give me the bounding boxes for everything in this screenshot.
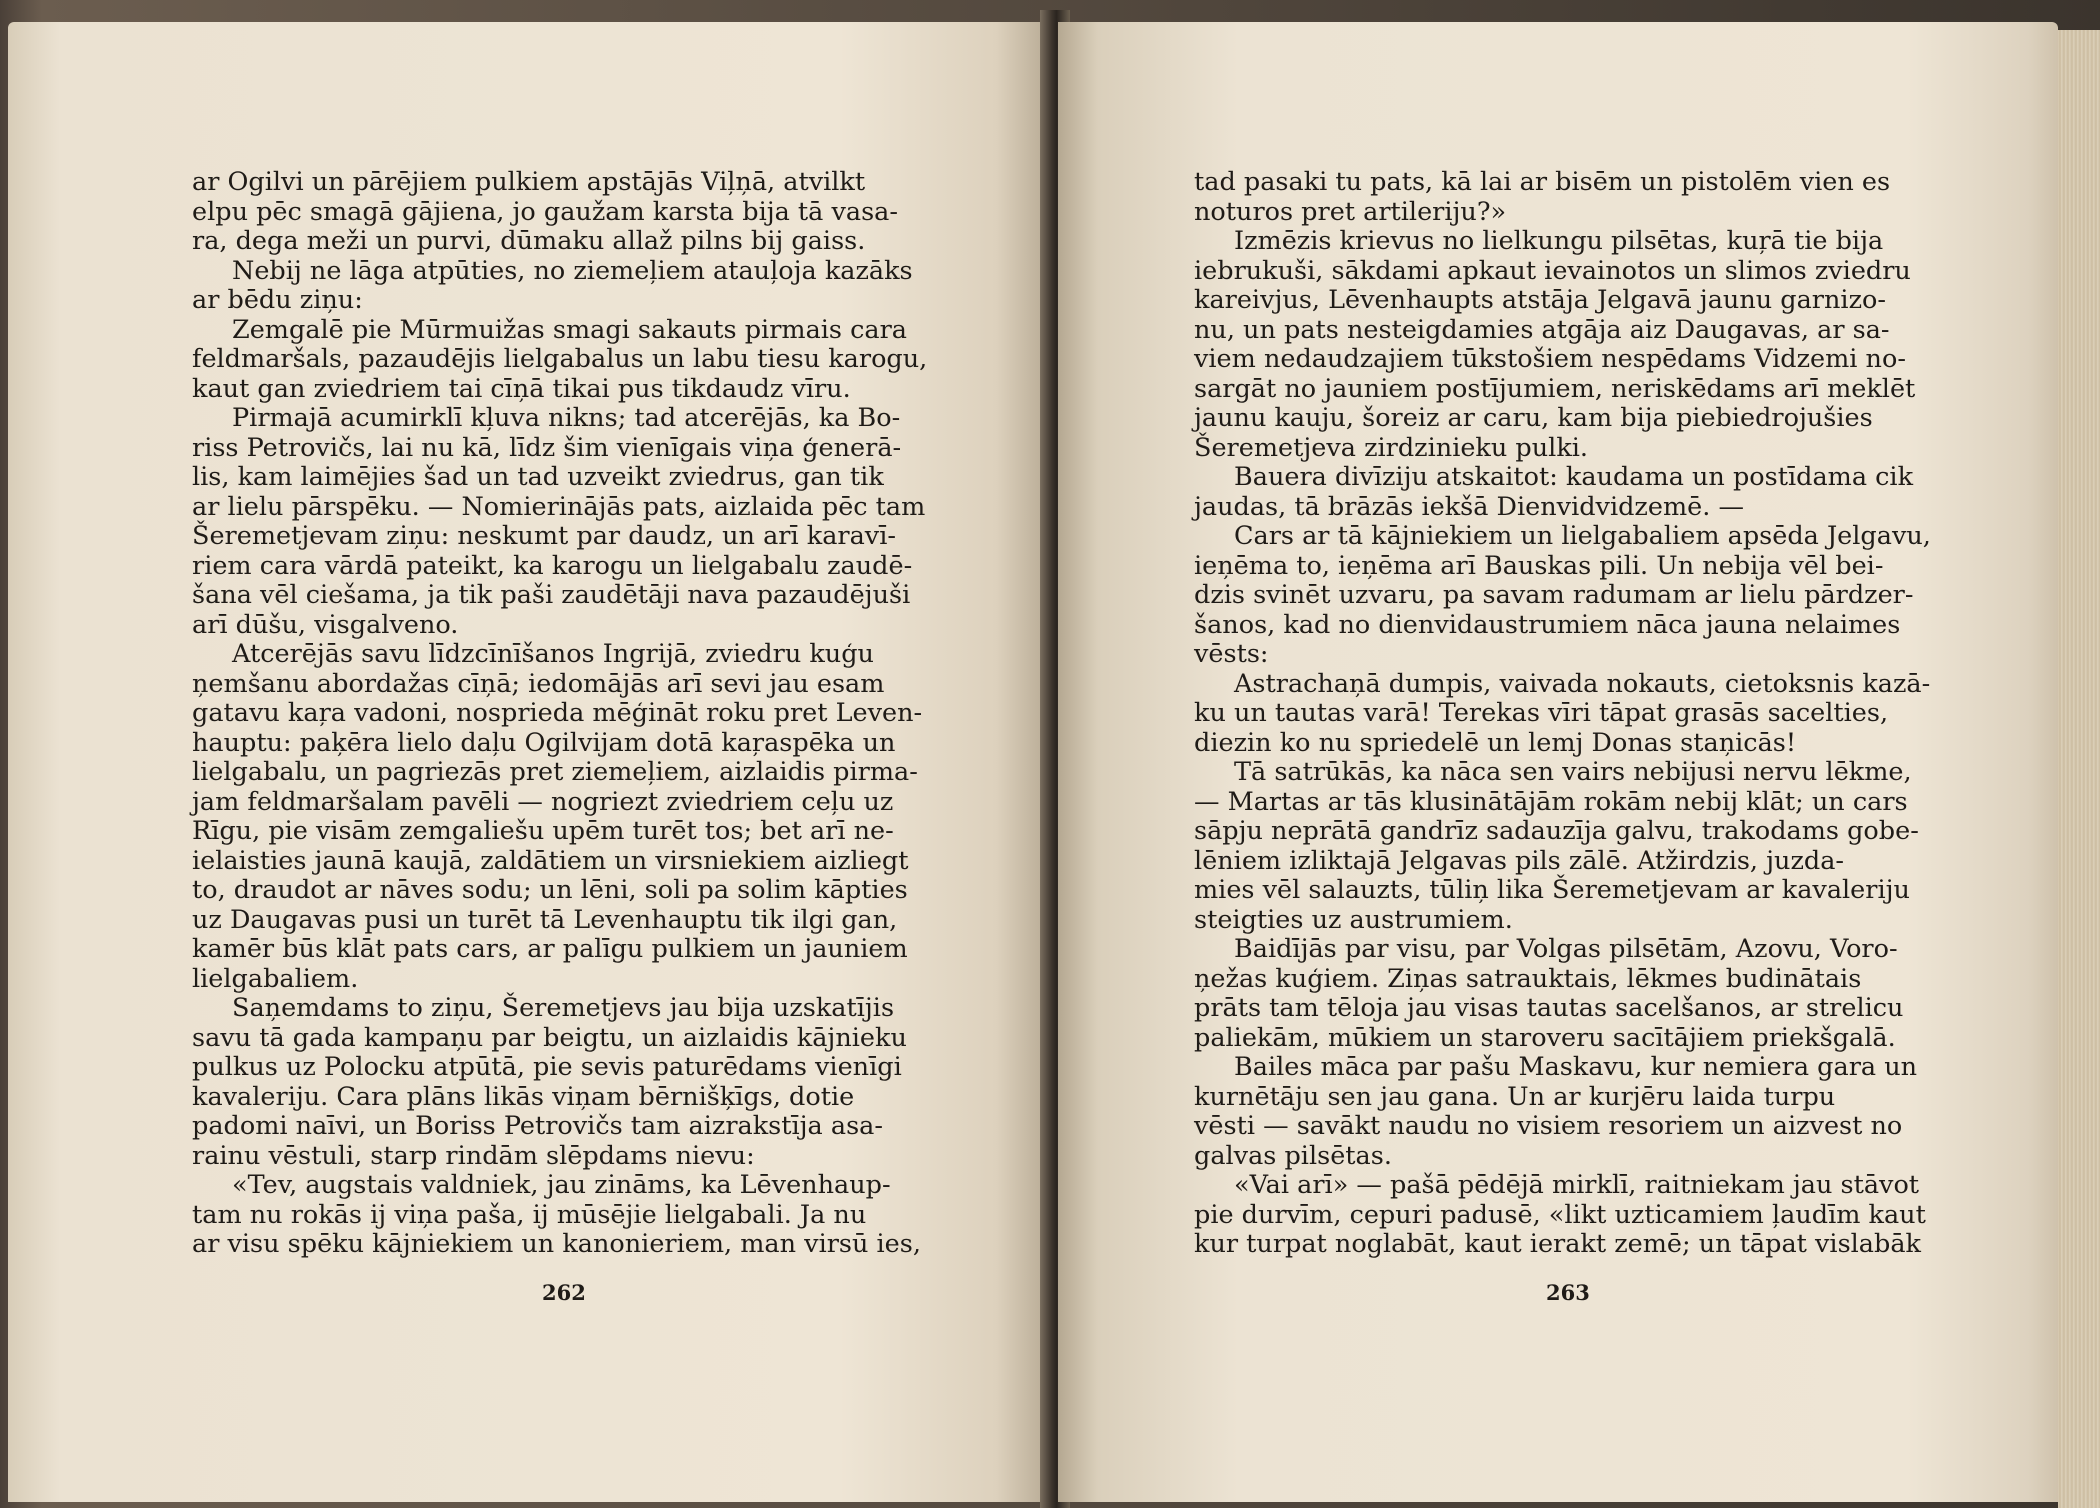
text-line: Zemgalē pie Mūrmuižas smagi sakauts pirmais cara: [232, 314, 907, 345]
text-line: mies vēl salauzts, tūliņ lika Šeremetjevam ar kavaleriju: [1194, 875, 1910, 905]
text-line: Saņemdams to ziņu, Šeremetjevs jau bija uzskatījis: [232, 993, 895, 1023]
text-line: Bailes māca par pašu Maskavu, kur nemiera gara un: [1234, 1052, 1918, 1082]
text-line: hauptu: paķēra lielo daļu Ogilvijam dotā kaŗaspēka un: [192, 727, 896, 758]
text-line: ar Ogilvi un pārējiem pulkiem apstājās Viļņā, atvilkt: [192, 167, 866, 197]
text-line: steigties uz austrumiem.: [1194, 904, 1513, 935]
text-line: Astrachaņā dumpis, vaivada nokauts, cietoksnis kazā-: [1234, 668, 1931, 699]
text-line: «Tev, augstais valdniek, jau zināms, ka Lēvenhaup-: [232, 1170, 891, 1200]
text-line: noturos pret artileriju?»: [1194, 196, 1507, 227]
text-line: padomi naīvi, un Boriss Petrovičs tam aizrakstīja asa-: [192, 1111, 883, 1141]
text-line: rainu vēstuli, starp rindām slēpdams nievu:: [192, 1140, 755, 1171]
text-line: šana vēl ciešama, ja tik paši zaudētāji nava pazaudējuši: [192, 580, 911, 610]
text-line: nu, un pats nesteigdamies atgāja aiz Daugavas, ar sa-: [1194, 314, 1890, 345]
text-line: vēsts:: [1194, 639, 1269, 669]
text-line: feldmaršals, pazaudējis lielgabalus un labu tiesu karogu,: [192, 344, 928, 374]
text-line: Tā satrūkās, ka nāca sen vairs nebijusi nervu lēkme,: [1234, 757, 1912, 787]
text-line: Šeremetjevam ziņu: neskumt par daudz, un arī karavī-: [192, 521, 896, 551]
text-line: savu tā gada kampaņu par beigtu, un aizlaidis kājnieku: [192, 1022, 907, 1053]
text-line: dzis svinēt uzvaru, pa savam radumam ar lielu pārdzer-: [1194, 580, 1914, 610]
text-line: elpu pēc smagā gājiena, jo gaužam karsta bija tā vasa-: [192, 196, 899, 227]
text-line: šanos, kad no dienvidaustrumiem nāca jauna nelaimes: [1194, 609, 1901, 640]
left-page-text: [192, 168, 927, 1260]
text-line: tam nu rokās ij viņa paša, ij mūsējie lielgabali. Ja nu: [192, 1199, 867, 1230]
text-line: uz Daugavas pusi un turēt tā Levenhauptu tik ilgi gan,: [192, 904, 898, 935]
text-line: lis, kam laimējies šad un tad uzveikt zviedrus, gan tik: [192, 462, 884, 492]
text-line: Bauera divīziju atskaitot: kaudama un postīdama cik: [1234, 462, 1914, 492]
text-line: gatavu kaŗa vadoni, nosprieda mēģināt roku pret Leven-: [192, 698, 923, 728]
text-line: Cars ar tā kājniekiem un lielgabaliem apsēda Jelgavu,: [1234, 521, 1931, 551]
text-line: viem nedaudzajiem tūkstošiem nespēdams Vidzemi no-: [1194, 344, 1906, 374]
right-page-text: [1194, 168, 1931, 1260]
text-line: kamēr būs klāt pats cars, ar palīgu pulkiem un jauniem: [192, 934, 908, 964]
text-line: diezin ko nu spriedelē un lemj Donas staņicās!: [1194, 727, 1797, 758]
text-line: to, draudot ar nāves sodu; un lēni, soli pa solim kāpties: [192, 875, 908, 905]
text-line: sargāt no jauniem postījumiem, neriskēdams arī meklēt: [1194, 373, 1916, 404]
right-page: [1058, 22, 2058, 1502]
text-line: Nebij ne lāga atpūties, no ziemeļiem atauļoja kazāks: [232, 255, 913, 286]
text-line: prāts tam tēloja jau visas tautas sacelšanos, ar strelicu: [1194, 993, 1904, 1023]
text-line: kurnētāju sen jau gana. Un ar kurjēru laida turpu: [1194, 1081, 1836, 1112]
text-line: jam feldmaršalam pavēli — nogriezt zviedriem ceļu uz: [192, 786, 894, 817]
text-line: arī dūšu, visgalveno.: [192, 609, 459, 640]
text-line: kareivjus, Lēvenhaupts atstāja Jelgavā jaunu garnizo-: [1194, 285, 1886, 315]
text-line: ar visu spēku kājniekiem un kanonieriem, man virsū ies,: [192, 1229, 921, 1259]
text-line: lielgabalu, un pagriezās pret ziemeļiem, aizlaidis pirma-: [192, 757, 918, 787]
text-line: Atcerējās savu līdzcīnīšanos Ingrijā, zviedru kuģu: [232, 639, 874, 669]
text-line: paliekām, mūkiem un staroveru sacītājiem priekšgalā.: [1194, 1022, 1896, 1053]
text-line: Izmēzis krievus no lielkungu pilsētas, kuŗā tie bija: [1234, 226, 1884, 256]
text-line: ņežas kuģiem. Ziņas satrauktais, lēkmes budinātais: [1194, 963, 1862, 994]
left-page: [8, 22, 1048, 1502]
text-line: ieņēma to, ieņēma arī Bauskas pili. Un nebija vēl bei-: [1194, 550, 1884, 581]
text-line: jaunu kauju, šoreiz ar caru, kam bija piebiedrojušies: [1194, 403, 1873, 433]
text-line: lēniem izliktajā Jelgavas pils zālē. Atžirdzis, juzda-: [1194, 845, 1845, 876]
text-line: ielaisties jaunā kaujā, zaldātiem un virsniekiem aizliegt: [192, 845, 909, 876]
text-line: — Martas ar tās klusinātājām rokām nebij klāt; un cars: [1194, 786, 1908, 817]
text-line: Šeremetjeva zirdzinieku pulki.: [1194, 432, 1589, 463]
text-line: kavaleriju. Cara plāns likās viņam bērnišķīgs, dotie: [192, 1081, 855, 1112]
text-line: ku un tautas varā! Terekas vīri tāpat grasās sacelties,: [1194, 698, 1889, 728]
text-line: galvas pilsētas.: [1194, 1140, 1392, 1171]
text-line: iebrukuši, sākdami apkaut ievainotos un slimos zviedru: [1194, 255, 1911, 286]
page-edges: [2058, 30, 2100, 1508]
text-line: ar bēdu ziņu:: [192, 285, 363, 315]
text-line: «Vai arī» — pašā pēdējā mirklī, raitniekam jau stāvot: [1234, 1170, 1920, 1200]
text-line: kaut gan zviedriem tai cīņā tikai pus tikdaudz vīru.: [192, 373, 851, 404]
text-line: Rīgu, pie visām zemgaliešu upēm turēt tos; bet arī ne-: [192, 816, 894, 846]
text-line: sāpju neprātā gandrīz sadauzīja galvu, trakodams gobe-: [1194, 816, 1919, 846]
text-line: Pirmajā acumirklī kļuva nikns; tad atcerējās, ka Bo-: [232, 403, 901, 433]
text-line: jaudas, tā brāzās iekšā Dienvidvidzemē. —: [1194, 491, 1744, 522]
text-line: ra, dega meži un purvi, dūmaku allaž pilns bij gaiss.: [192, 226, 866, 256]
text-line: tad pasaki tu pats, kā lai ar bisēm un pistolēm vien es: [1194, 167, 1891, 197]
text-line: riss Petrovičs, lai nu kā, līdz šim vienīgais viņa ģenerā-: [192, 432, 902, 463]
text-line: Baidījās par visu, par Volgas pilsētām, Azovu, Voro-: [1234, 934, 1898, 964]
left-page-number: 262: [542, 1280, 586, 1305]
text-line: kur turpat noglabāt, kaut ierakt zemē; un tāpat vislabāk: [1194, 1229, 1921, 1259]
text-line: lielgabaliem.: [192, 963, 359, 994]
text-line: ņemšanu abordažas cīņā; iedomājās arī sevi jau esam: [192, 668, 885, 699]
right-page-number: 263: [1546, 1280, 1590, 1305]
text-line: ar lielu pārspēku. — Nomierinājās pats, aizlaida pēc tam: [192, 491, 926, 522]
text-line: pulkus uz Polocku atpūtā, pie sevis paturēdams vienīgi: [192, 1052, 902, 1082]
text-line: vēsti — savākt naudu no visiem resoriem un aizvest no: [1194, 1111, 1903, 1141]
text-line: riem cara vārdā pateikt, ka karogu un lielgabalu zaudē-: [192, 550, 913, 581]
text-line: pie durvīm, cepuri padusē, «likt uzticamiem ļaudīm kaut: [1194, 1199, 1926, 1230]
